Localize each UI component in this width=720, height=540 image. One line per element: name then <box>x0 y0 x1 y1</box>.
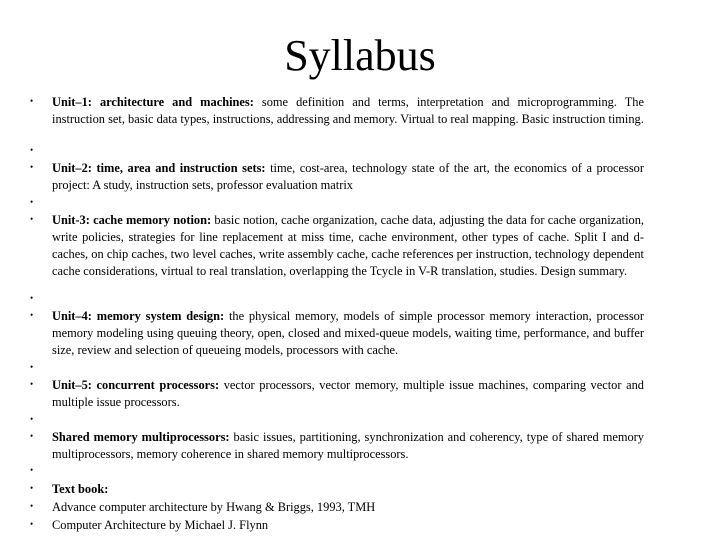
bullet-icon: • <box>30 310 34 320</box>
bullet-icon: • <box>30 414 34 424</box>
unit-5-body: vector processors, vector memory, multiple issue machines, comparing vector and multiple issue processors. <box>52 378 644 409</box>
bullet-icon: • <box>30 214 34 224</box>
slide-title: Syllabus <box>284 31 436 80</box>
bullet-icon: • <box>30 501 34 511</box>
bullet-icon: • <box>30 162 34 172</box>
bullet-icon: • <box>30 197 34 207</box>
unit-1-text <box>52 94 644 128</box>
unit-2-text <box>52 160 644 194</box>
bullet-icon: • <box>30 379 34 389</box>
unit-3-body: basic notion, cache organization, cache data, adjusting the data for cache organization, write policies, strategies for line replacement at miss time, cache environment, other types of cache. Split I and d-caches, on chip caches, two level caches, write assembly cache, cache references per instruction, technology dependent cache considerations, virtual to real translation, overlapping the Tcycle in V-R translation, studies. Design summary. <box>52 213 645 278</box>
text-book-label <box>52 481 644 498</box>
book-1: Advance computer architecture by Hwang & Briggs, 1993, TMH <box>52 500 376 514</box>
unit-4-text <box>52 308 644 359</box>
unit-3-text <box>52 212 644 280</box>
unit-1-heading: Unit–1: architecture and machines: <box>52 95 254 109</box>
unit-1-body: some definition and terms, interpretation and microprogramming. The instruction set, basic data types, instructions, addressing and memory. Virtual to real mapping. Basic instruction timing. <box>52 95 644 126</box>
bullet-icon: • <box>30 96 34 106</box>
bullet-icon: • <box>30 483 34 493</box>
shared-memory-body: basic issues, partitioning, synchronization and coherency, type of shared memory multiprocessors, memory coherence in shared memory multiprocessors. <box>52 430 644 461</box>
unit-2-body: time, cost-area, technology state of the art, the economics of a processor project: A study, instruction sets, professor evaluation matrix <box>52 161 644 192</box>
bullet-icon: • <box>30 519 34 529</box>
bullet-icon: • <box>30 465 34 475</box>
bullet-icon: • <box>30 362 34 372</box>
book-2: Computer Architecture by Michael J. Flynn <box>52 518 269 532</box>
bullet-icon: • <box>30 431 34 441</box>
shared-memory-text <box>52 429 644 463</box>
unit-2-heading: Unit–2: time, area and instruction sets: <box>52 161 266 175</box>
bullet-icon: • <box>30 293 34 303</box>
unit-4-body: the physical memory, models of simple processor memory interaction, processor memory modeling using queuing theory, open, closed and mixed-queue models, waiting time, performance, and buffer size, review and selection of queueing models, processors with cache. <box>52 309 644 357</box>
unit-5-text <box>52 377 644 411</box>
unit-4-heading: Unit–4: memory system design: <box>52 309 225 323</box>
text-book-heading: Text book: <box>52 482 109 496</box>
unit-5-heading: Unit–5: concurrent processors: <box>52 378 220 392</box>
shared-memory-heading: Shared memory multiprocessors: <box>52 430 230 444</box>
unit-3-heading: Unit-3: cache memory notion: <box>52 213 212 227</box>
bullet-icon: • <box>30 145 34 155</box>
